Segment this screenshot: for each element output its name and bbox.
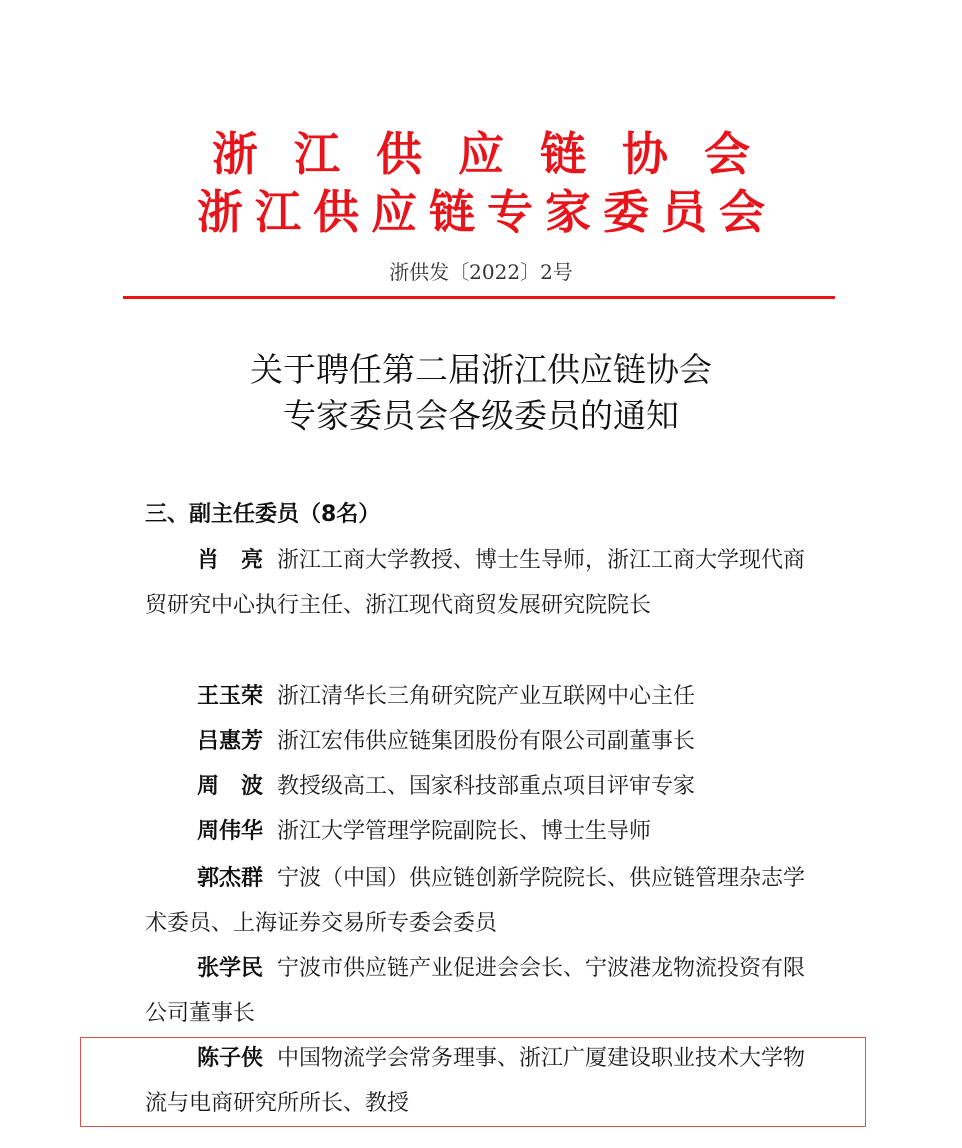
committee-name: 浙江供应链专家委员会 (197, 185, 777, 239)
member-name: 王玉荣 (197, 684, 264, 709)
member-entry (145, 764, 825, 809)
member-name: 周 波 (197, 774, 264, 799)
document-number: 浙供发〔2022〕2号 (389, 260, 573, 284)
highlight-box (80, 1037, 866, 1127)
member-description: 教授级高工、国家科技部重点项目评审专家 (277, 774, 696, 799)
notice-title-line-1: 关于聘任第二届浙江供应链协会 (250, 350, 712, 389)
member-name: 周伟华 (197, 819, 264, 844)
member-entry (145, 674, 825, 719)
member-description: 宁波（中国）供应链创新学院院长、供应链管理杂志学术委员、上海证券交易所专委会委员 (145, 866, 806, 936)
member-description: 浙江工商大学教授、博士生导师，浙江工商大学现代商贸研究中心执行主任、浙江现代商贸发展研究院院长 (145, 548, 806, 618)
notice-title-line-2: 专家委员会各级委员的通知 (283, 396, 679, 435)
member-description: 浙江大学管理学院副院长、博士生导师 (277, 819, 652, 844)
member-entry (145, 538, 825, 628)
member-description: 宁波市供应链产业促进会会长、宁波港龙物流投资有限公司董事长 (145, 956, 806, 1026)
member-description: 中国物流学会常务理事、浙江广厦建设职业技术大学物流与电商研究所所长、教授 (145, 1046, 806, 1116)
member-entry (145, 946, 825, 1036)
member-entry (145, 809, 825, 854)
section-heading: 三、副主任委员（8名） (145, 502, 381, 527)
member-name: 张学民 (197, 956, 264, 981)
member-description: 浙江清华长三角研究院产业互联网中心主任 (277, 684, 696, 709)
header-divider (123, 296, 835, 299)
member-name: 肖 亮 (197, 548, 264, 573)
member-name: 陈子侠 (197, 1046, 264, 1071)
member-name: 吕惠芳 (197, 729, 264, 754)
member-description: 浙江宏伟供应链集团股份有限公司副董事长 (277, 729, 696, 754)
member-name: 郭杰群 (197, 866, 264, 891)
member-entry (145, 856, 825, 946)
association-name: 浙江供应链协会 (212, 127, 786, 181)
member-entry (145, 719, 825, 764)
